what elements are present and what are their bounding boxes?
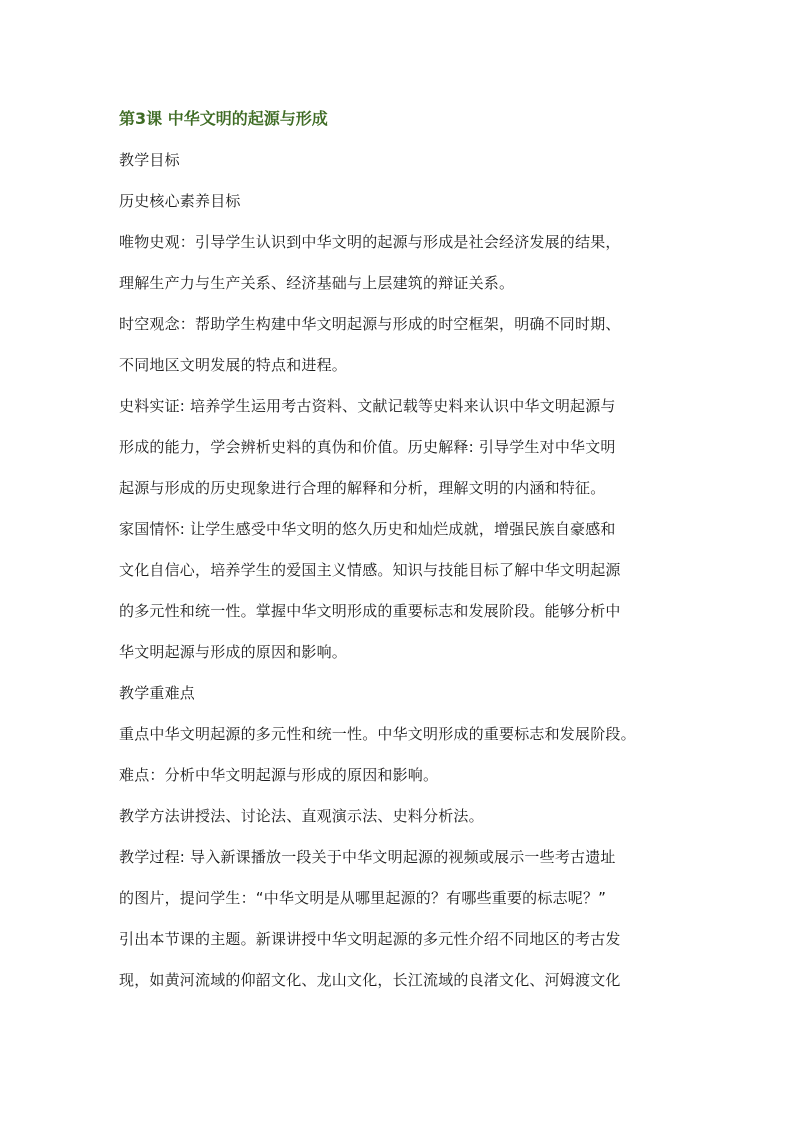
text-line: 唯物史观：引导学生认识到中华文明的起源与形成是社会经济发展的结果， (119, 233, 621, 251)
paragraph-teaching-goals (119, 145, 679, 175)
text-line: 历史核心素养目标 (119, 192, 241, 210)
document-body (119, 104, 679, 1006)
text-line: 不同地区文明发展的特点和进程。 (119, 356, 348, 374)
text-line: 教学目标 (119, 151, 180, 169)
paragraph-difficulties (119, 760, 679, 790)
text-line: 教学方法讲授法、讨论法、直观演示法、史料分析法。 (119, 807, 484, 825)
text-line: 教学重难点 (119, 684, 196, 702)
text-line: 引出本节课的主题。新课讲授中华文明起源的多元性介绍不同地区的考古发 (119, 930, 621, 948)
text-line: 文化自信心，培养学生的爱国主义情感。知识与技能目标了解中华文明起源 (119, 561, 621, 579)
text-line: 理解生产力与生产关系、经济基础与上层建筑的辩证关系。 (119, 274, 515, 292)
paragraph-methods (119, 801, 679, 831)
text-line: 形成的能力，学会辨析史料的真伪和价值。历史解释: 引导学生对中华文明 (119, 438, 616, 456)
paragraph-core-literacy (119, 186, 679, 216)
text-line: 家国情怀: 让学生感受中华文明的悠久历史和灿烂成就，增强民族自豪感和 (119, 520, 616, 538)
paragraph-patriotism (119, 514, 679, 667)
paragraph-historical-materialism (119, 227, 679, 298)
text-line: 的图片，提问学生：“中华文明是从哪里起源的？有哪些重要的标志呢？” (119, 889, 607, 907)
text-line: 现，如黄河流域的仰韶文化、龙山文化，长江流域的良渚文化、河姆渡文化 (119, 971, 621, 989)
paragraph-process (119, 842, 679, 995)
text-line: 时空观念：帮助学生构建中华文明起源与形成的时空框架，明确不同时期、 (119, 315, 621, 333)
paragraph-key-points-heading (119, 678, 679, 708)
lesson-title: 第3课 中华文明的起源与形成 (119, 109, 328, 128)
text-line: 的多元性和统一性。掌握中华文明形成的重要标志和发展阶段。能够分析中 (119, 602, 621, 620)
text-line: 史料实证: 培养学生运用考古资料、文献记载等史料来认识中华文明起源与 (119, 397, 616, 415)
paragraph-evidence (119, 391, 679, 503)
text-line: 难点：分析中华文明起源与形成的原因和影响。 (119, 766, 439, 784)
text-line: 起源与形成的历史现象进行合理的解释和分析，理解文明的内涵和特征。 (119, 479, 606, 497)
text-line: 华文明起源与形成的原因和影响。 (119, 643, 348, 661)
paragraph-key-points (119, 719, 679, 749)
text-line: 教学过程: 导入新课播放一段关于中华文明起源的视频或展示一些考古遗址 (119, 848, 616, 866)
text-line: 重点中华文明起源的多元性和统一性。中华文明形成的重要标志和发展阶段。 (119, 725, 636, 743)
paragraph-space-time (119, 309, 679, 380)
